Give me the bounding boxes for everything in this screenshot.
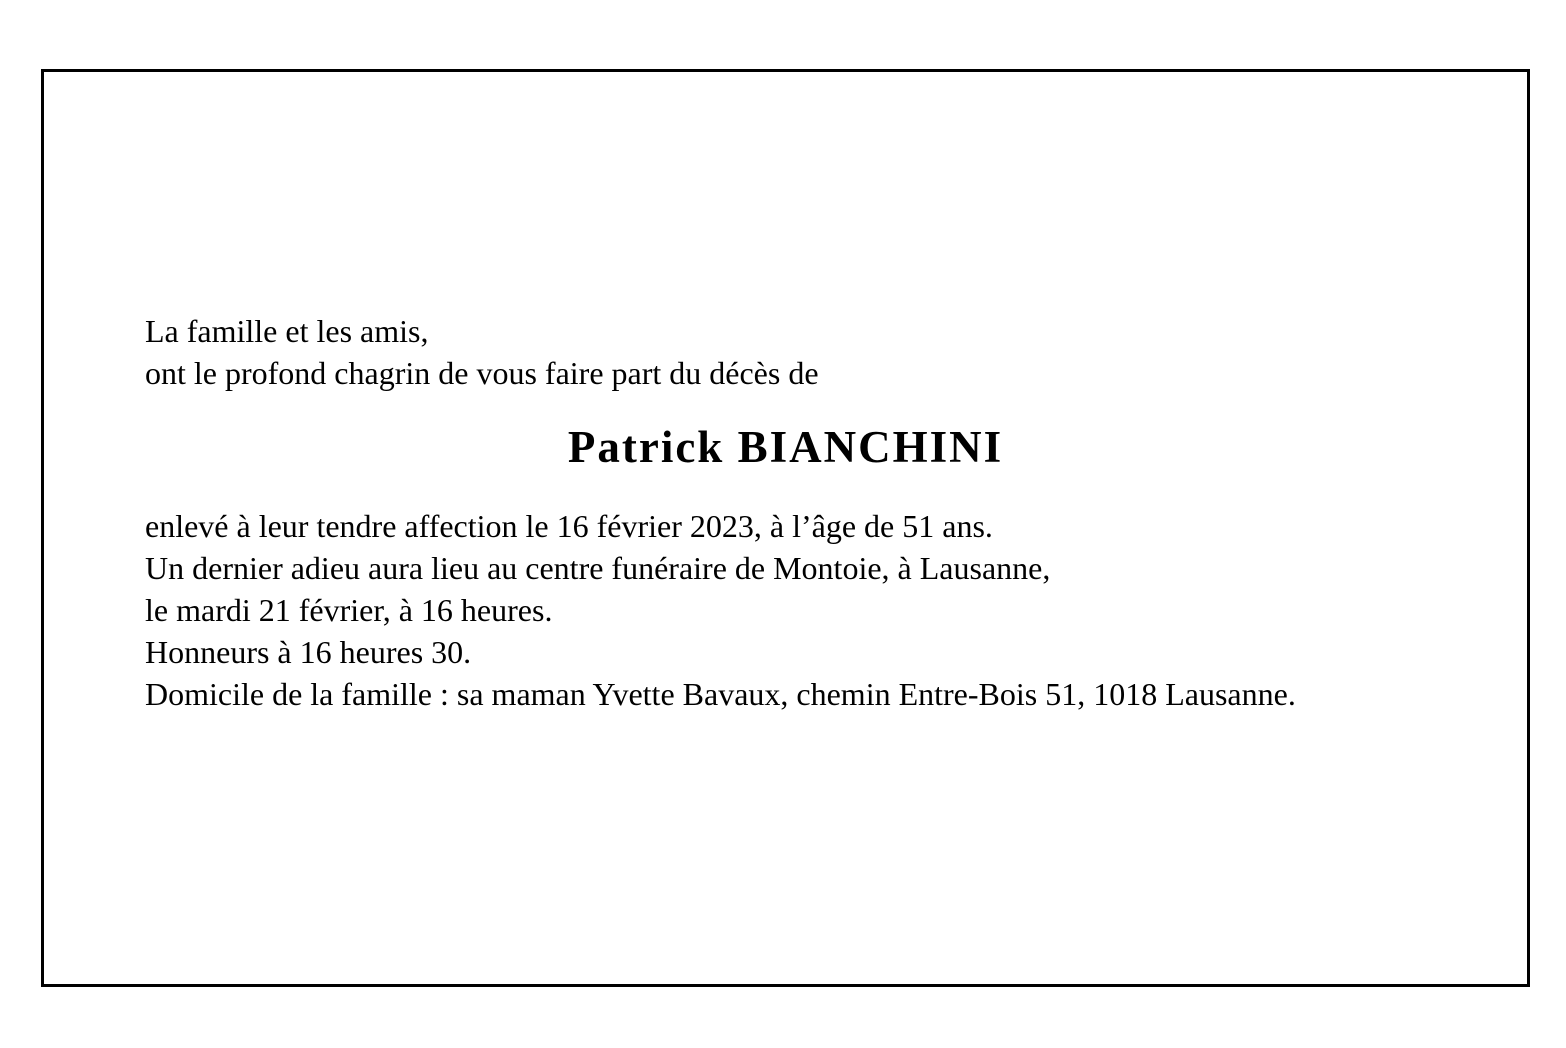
- announcement-line-2: Un dernier adieu aura lieu au centre funéraire de Montoie, à Lausanne,: [145, 550, 1051, 586]
- intro-line-1: La famille et les amis,: [145, 313, 429, 349]
- announcement-paragraph: [145, 505, 1296, 715]
- announcement-line-5: Domicile de la famille : sa maman Yvette Bavaux, chemin Entre-Bois 51, 1018 Lausanne.: [145, 676, 1296, 712]
- announcement-line-1: enlevé à leur tendre affection le 16 février 2023, à l’âge de 51 ans.: [145, 508, 993, 544]
- deceased-name: Patrick BIANCHINI: [567, 422, 1004, 472]
- announcement-line-4: Honneurs à 16 heures 30.: [145, 634, 472, 670]
- intro-paragraph: [145, 310, 819, 394]
- announcement-line-3: le mardi 21 février, à 16 heures.: [145, 592, 553, 628]
- intro-line-2: ont le profond chagrin de vous faire part du décès de: [145, 355, 819, 391]
